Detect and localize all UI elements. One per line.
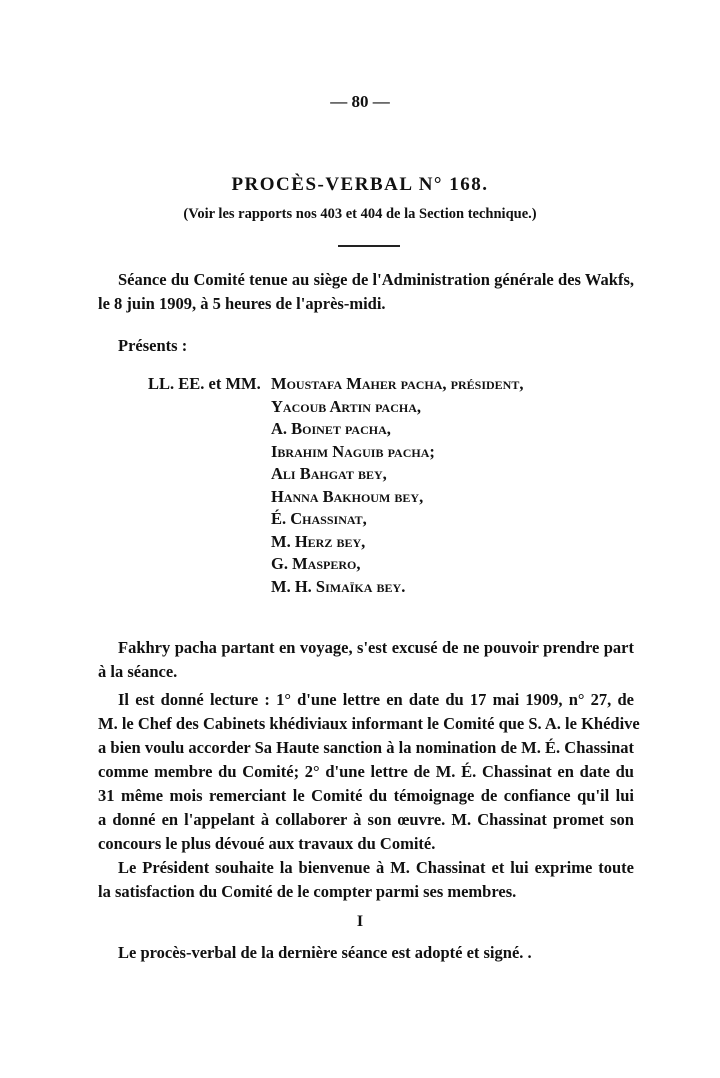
member-item: Ibrahim Naguib pacha;: [271, 441, 435, 461]
president-paragraph: [98, 856, 634, 904]
paragraph-line: concours le plus dévoué aux travaux du Comité.: [98, 834, 436, 853]
member-item: M. H. Simaïka bey.: [271, 576, 406, 596]
document-subtitle: (Voir les rapports nos 403 et 404 de la Section technique.): [183, 206, 537, 222]
paragraph-line: Fakhry pacha partant en voyage, s'est excusé de ne pouvoir prendre part: [118, 638, 634, 657]
paragraph-line: 31 même mois remerciant le Comité du témoignage de confiance qu'il lui: [98, 786, 634, 805]
paragraph-line: M. le Chef des Cabinets khédiviaux informant le Comité que S. A. le Khédive: [98, 714, 640, 733]
section-numeral: I: [356, 913, 364, 930]
member-item: Yacoub Artin pacha,: [271, 396, 421, 416]
paragraph-line: à la séance.: [98, 662, 178, 681]
members-lead: LL. EE. et MM.: [148, 374, 261, 393]
title-divider: [338, 245, 400, 247]
member-item: Ali Bahgat bey,: [271, 464, 387, 483]
member-item: É. Chassinat,: [271, 509, 367, 528]
members-names: [271, 373, 523, 598]
opening-paragraph: [98, 268, 634, 316]
member-item: A. Boinet pacha,: [271, 419, 391, 438]
adopted-paragraph: Le procès-verbal de la dernière séance est adopté et signé. .: [118, 943, 532, 962]
paragraph-line: Il est donné lecture : 1° d'une lettre en date du 17 mai 1909, n° 27, de: [118, 690, 634, 709]
paragraph-line: le 8 juin 1909, à 5 heures de l'après-midi.: [98, 294, 386, 313]
page-number: — 80 —: [330, 92, 390, 111]
excuse-paragraph: [98, 636, 634, 684]
paragraph-line: a bien voulu accorder Sa Haute sanction à la nomination de M. É. Chassinat: [98, 738, 634, 757]
paragraph-line: comme membre du Comité; 2° d'une lettre de M. É. Chassinat en date du: [98, 762, 634, 781]
paragraph-line: la satisfaction du Comité de le compter parmi ses membres.: [98, 882, 517, 901]
paragraph-line: Séance du Comité tenue au siège de l'Administration générale des Wakfs,: [118, 270, 634, 289]
member-item: G. Maspero,: [271, 554, 361, 573]
member-item: Moustafa Maher pacha, président,: [271, 374, 524, 393]
member-item: Hanna Bakhoum bey,: [271, 486, 424, 506]
presents-label: Présents :: [118, 336, 188, 355]
lecture-paragraph: [98, 688, 640, 856]
document-title: PROCÈS-VERBAL N° 168.: [231, 174, 489, 195]
paragraph-line: a donné en l'appelant à collaborer à son œuvre. M. Chassinat promet son: [98, 810, 634, 829]
member-item: M. Herz bey,: [271, 531, 366, 551]
paragraph-line: Le Président souhaite la bienvenue à M. Chassinat et lui exprime toute: [118, 858, 634, 877]
